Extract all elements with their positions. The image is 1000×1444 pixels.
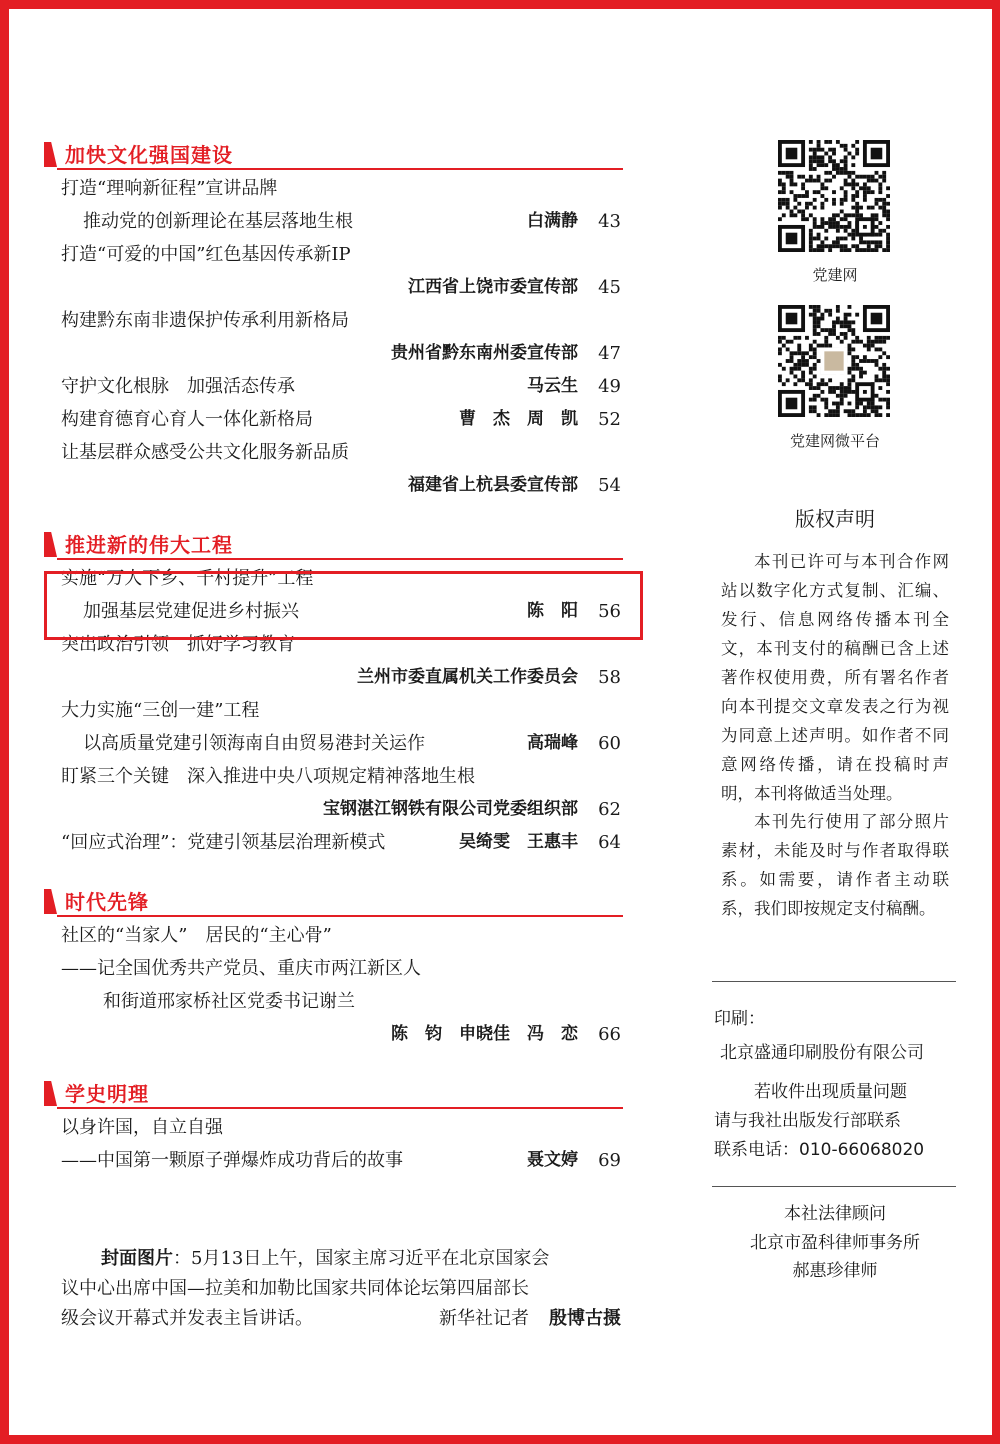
highlight-box bbox=[44, 571, 643, 640]
cover-credit-name: 殷博古摄 bbox=[549, 1308, 621, 1329]
section-header bbox=[43, 879, 623, 919]
cover-label: 封面图片 bbox=[101, 1248, 173, 1269]
entry-author: 宝钢湛江钢铁有限公司党委组织部 bbox=[323, 799, 578, 819]
entry-title: ——中国第一颗原子弹爆炸成功背后的故事 bbox=[61, 1150, 403, 1171]
entry-author: 聂文婷 bbox=[527, 1150, 578, 1170]
cover-line-1: ：5月13日上午，国家主席习近平在北京国家会 bbox=[173, 1248, 550, 1269]
entry-title: 加强基层党建促进乡村振兴 bbox=[83, 601, 299, 622]
qr-code-dangjianwang[interactable] bbox=[778, 140, 890, 252]
toc-entry[interactable] bbox=[43, 694, 623, 727]
toc-entry[interactable] bbox=[43, 436, 623, 469]
entry-page: 45 bbox=[598, 277, 621, 298]
toc-section bbox=[43, 132, 623, 502]
quality-phone: 联系电话：010-66068020 bbox=[714, 1140, 925, 1160]
toc-entry[interactable] bbox=[43, 337, 623, 370]
entry-title: “回应式治理”：党建引领基层治理新模式 bbox=[61, 832, 386, 853]
section-marker bbox=[44, 1081, 57, 1106]
section-marker bbox=[44, 532, 57, 557]
toc-entry[interactable] bbox=[43, 403, 623, 436]
cover-credit-org: 新华社记者 bbox=[439, 1308, 529, 1329]
entry-page: 58 bbox=[598, 667, 621, 688]
entry-page: 66 bbox=[598, 1024, 621, 1045]
toc-entry[interactable] bbox=[43, 826, 623, 859]
entry-page: 52 bbox=[598, 409, 621, 430]
quality-line-1: 若收件出现质量问题 bbox=[754, 1082, 907, 1102]
cover-caption bbox=[61, 1244, 621, 1334]
legal-line-3: 郝惠珍律师 bbox=[792, 1261, 878, 1281]
toc-entry[interactable] bbox=[43, 304, 623, 337]
entry-page: 47 bbox=[598, 343, 621, 364]
section-title: 学史明理 bbox=[65, 1082, 149, 1106]
copyright-para-1: 本刊已许可与本刊合作网站以数字化方式复制、汇编、发行、信息网络传播本刊全文，本刊支付的稿酬已含上述著作权使用费，所有署名作者向本刊提交文章发表之行为视为同意上述声明。如作者不同意网络传播，请在投稿时声明，本刊将做适当处理。 bbox=[721, 552, 949, 803]
print-company: 北京盛通印刷股份有限公司 bbox=[720, 1043, 924, 1063]
entry-title: 社区的“当家人” 居民的“主心骨” bbox=[61, 925, 332, 946]
toc-entry[interactable] bbox=[43, 727, 623, 760]
copyright-para-2: 本刊先行使用了部分照片素材，未能及时与作者取得联系。如需要，请作者主动联系，我们即按规定支付稿酬。 bbox=[721, 812, 949, 918]
toc-entry[interactable] bbox=[43, 952, 623, 985]
entry-author: 曹 杰 周 凯 bbox=[459, 409, 578, 429]
toc-entry[interactable] bbox=[43, 271, 623, 304]
print-label: 印刷： bbox=[714, 1009, 765, 1029]
entry-title: 让基层群众感受公共文化服务新品质 bbox=[61, 442, 349, 463]
entry-title: 盯紧三个关键 深入推进中央八项规定精神落地生根 bbox=[61, 766, 475, 787]
toc-entry[interactable] bbox=[43, 1144, 623, 1177]
entry-title: 守护文化根脉 加强活态传承 bbox=[61, 376, 295, 397]
cover-line-2: 议中心出席中国—拉美和加勒比国家共同体论坛第四届部长 bbox=[61, 1278, 529, 1299]
entry-author: 江西省上饶市委宣传部 bbox=[408, 277, 578, 297]
toc-entry[interactable] bbox=[43, 370, 623, 403]
entry-page: 64 bbox=[598, 832, 621, 853]
section-rule bbox=[57, 1107, 623, 1109]
entry-page: 43 bbox=[598, 211, 621, 232]
section-rule bbox=[57, 168, 623, 170]
entry-author: 马云生 bbox=[527, 376, 578, 396]
toc-entry[interactable] bbox=[43, 760, 623, 793]
entry-title: 构建育德育心育人一体化新格局 bbox=[61, 409, 313, 430]
quality-line-2: 请与我社出版发行部联系 bbox=[714, 1111, 901, 1131]
entry-page: 62 bbox=[598, 799, 621, 820]
entry-page: 54 bbox=[598, 475, 621, 496]
section-header bbox=[43, 1071, 623, 1111]
entry-author: 贵州省黔东南州委宣传部 bbox=[391, 343, 578, 363]
entry-author: 陈 阳 bbox=[527, 601, 578, 621]
entry-title: 构建黔东南非遗保护传承利用新格局 bbox=[61, 310, 349, 331]
section-title: 推进新的伟大工程 bbox=[65, 533, 233, 557]
legal-line-2: 北京市盈科律师事务所 bbox=[750, 1233, 920, 1253]
qr2-caption: 党建网微平台 bbox=[789, 432, 880, 450]
entry-author: 兰州市委直属机关工作委员会 bbox=[357, 667, 578, 687]
toc-entry[interactable] bbox=[43, 985, 623, 1018]
entry-title: 打造“可爱的中国”红色基因传承新IP bbox=[61, 244, 351, 265]
toc-section bbox=[43, 879, 623, 1051]
entry-author: 福建省上杭县委宣传部 bbox=[408, 475, 578, 495]
toc-entry[interactable] bbox=[43, 1111, 623, 1144]
entry-title: 实施“万人下乡、千村提升”工程 bbox=[61, 568, 314, 589]
entry-page: 56 bbox=[598, 601, 621, 622]
entry-page: 49 bbox=[598, 376, 621, 397]
section-title: 加快文化强国建设 bbox=[65, 143, 233, 167]
entry-page: 69 bbox=[598, 1150, 621, 1171]
entry-author: 白满静 bbox=[527, 211, 578, 231]
entry-title: 和街道邢家桥社区党委书记谢兰 bbox=[103, 991, 355, 1012]
entry-author: 陈 钧 申晓佳 冯 恋 bbox=[391, 1024, 578, 1044]
toc-entry[interactable] bbox=[43, 238, 623, 271]
legal-line-1: 本社法律顾问 bbox=[784, 1204, 886, 1224]
qr-code-weixin[interactable] bbox=[778, 305, 890, 417]
entry-title: 突出政治引领 抓好学习教育 bbox=[61, 634, 295, 655]
toc-entry[interactable] bbox=[43, 469, 623, 502]
cover-line-3: 级会议开幕式并发表主旨讲话。 bbox=[61, 1308, 313, 1329]
entry-title: 推动党的创新理论在基层落地生根 bbox=[83, 211, 353, 232]
section-marker bbox=[44, 142, 57, 167]
copyright-title: 版权声明 bbox=[795, 507, 875, 531]
toc-entry[interactable] bbox=[43, 172, 623, 205]
section-rule bbox=[57, 915, 623, 917]
entry-page: 60 bbox=[598, 733, 621, 754]
section-marker bbox=[44, 889, 57, 914]
toc-entry[interactable] bbox=[43, 1018, 623, 1051]
toc-entry[interactable] bbox=[43, 661, 623, 694]
toc-section bbox=[43, 1071, 623, 1177]
entry-title: ——记全国优秀共产党员、重庆市两江新区人 bbox=[61, 958, 421, 979]
section-header bbox=[43, 522, 623, 562]
divider bbox=[712, 981, 956, 982]
entry-author: 吴绮雯 王惠丰 bbox=[459, 832, 578, 852]
entry-title: 大力实施“三创一建”工程 bbox=[61, 700, 260, 721]
section-title: 时代先锋 bbox=[65, 890, 149, 914]
toc-entry[interactable] bbox=[43, 205, 623, 238]
toc-entry[interactable] bbox=[43, 793, 623, 826]
entry-title: 以高质量党建引领海南自由贸易港封关运作 bbox=[83, 733, 425, 754]
divider bbox=[712, 1186, 956, 1187]
entry-author: 高瑞峰 bbox=[527, 733, 578, 753]
table-of-contents bbox=[43, 132, 623, 1177]
toc-entry[interactable] bbox=[43, 919, 623, 952]
entry-title: 打造“理响新征程”宣讲品牌 bbox=[61, 178, 278, 199]
qr1-caption: 党建网 bbox=[812, 266, 858, 284]
section-rule bbox=[57, 558, 623, 560]
section-header bbox=[43, 132, 623, 172]
entry-title: 以身许国，自立自强 bbox=[61, 1117, 223, 1138]
